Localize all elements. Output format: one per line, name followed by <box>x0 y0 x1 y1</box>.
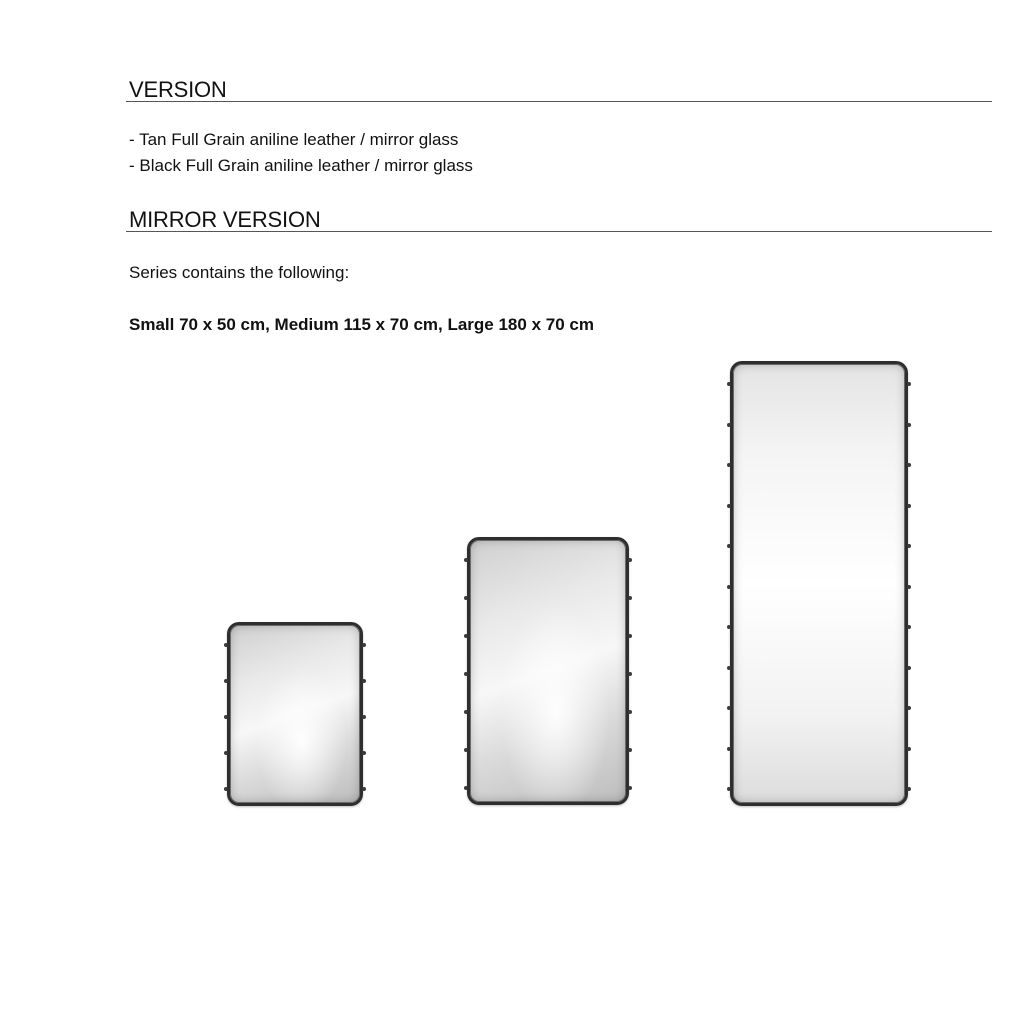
frame-stud <box>727 544 731 548</box>
frame-stud <box>464 558 468 562</box>
frame-stud <box>628 634 632 638</box>
frame-stud <box>464 672 468 676</box>
frame-stud <box>224 679 228 683</box>
frame-stud <box>362 643 366 647</box>
mirror-version-heading: MIRROR VERSION <box>129 207 321 232</box>
frame-stud <box>907 706 911 710</box>
frame-stud <box>224 643 228 647</box>
medium-mirror-image <box>467 537 629 805</box>
frame-stud <box>907 787 911 791</box>
version-item-black: - Black Full Grain aniline leather / mirror glass <box>129 156 473 175</box>
frame-stud <box>727 463 731 467</box>
frame-stud <box>907 382 911 386</box>
large-mirror-image <box>730 361 908 806</box>
version-heading: VERSION <box>129 77 227 102</box>
frame-stud <box>727 585 731 589</box>
frame-stud <box>224 787 228 791</box>
frame-stud <box>362 679 366 683</box>
frame-stud <box>464 596 468 600</box>
frame-stud <box>727 625 731 629</box>
mirror-version-divider <box>126 231 992 232</box>
frame-stud <box>362 715 366 719</box>
frame-stud <box>628 672 632 676</box>
frame-stud <box>628 596 632 600</box>
frame-stud <box>727 706 731 710</box>
frame-stud <box>727 504 731 508</box>
frame-stud <box>727 423 731 427</box>
frame-stud <box>464 634 468 638</box>
frame-stud <box>907 585 911 589</box>
frame-stud <box>907 747 911 751</box>
frame-stud <box>628 558 632 562</box>
frame-stud <box>907 625 911 629</box>
frame-stud <box>628 710 632 714</box>
sizes-line: Small 70 x 50 cm, Medium 115 x 70 cm, Large 180 x 70 cm <box>129 315 594 334</box>
frame-stud <box>907 423 911 427</box>
series-intro-text: Series contains the following: <box>129 263 350 282</box>
frame-stud <box>907 504 911 508</box>
version-item-tan: - Tan Full Grain aniline leather / mirror glass <box>129 130 459 149</box>
frame-stud <box>224 715 228 719</box>
frame-stud <box>907 544 911 548</box>
frame-stud <box>628 786 632 790</box>
frame-stud <box>727 787 731 791</box>
frame-stud <box>362 787 366 791</box>
frame-stud <box>224 751 228 755</box>
frame-stud <box>628 748 632 752</box>
frame-stud <box>362 751 366 755</box>
small-mirror-image <box>227 622 363 806</box>
frame-stud <box>464 748 468 752</box>
frame-stud <box>464 786 468 790</box>
frame-stud <box>907 463 911 467</box>
frame-stud <box>907 666 911 670</box>
version-divider <box>126 101 992 102</box>
frame-stud <box>727 747 731 751</box>
frame-stud <box>727 382 731 386</box>
frame-stud <box>464 710 468 714</box>
frame-stud <box>727 666 731 670</box>
